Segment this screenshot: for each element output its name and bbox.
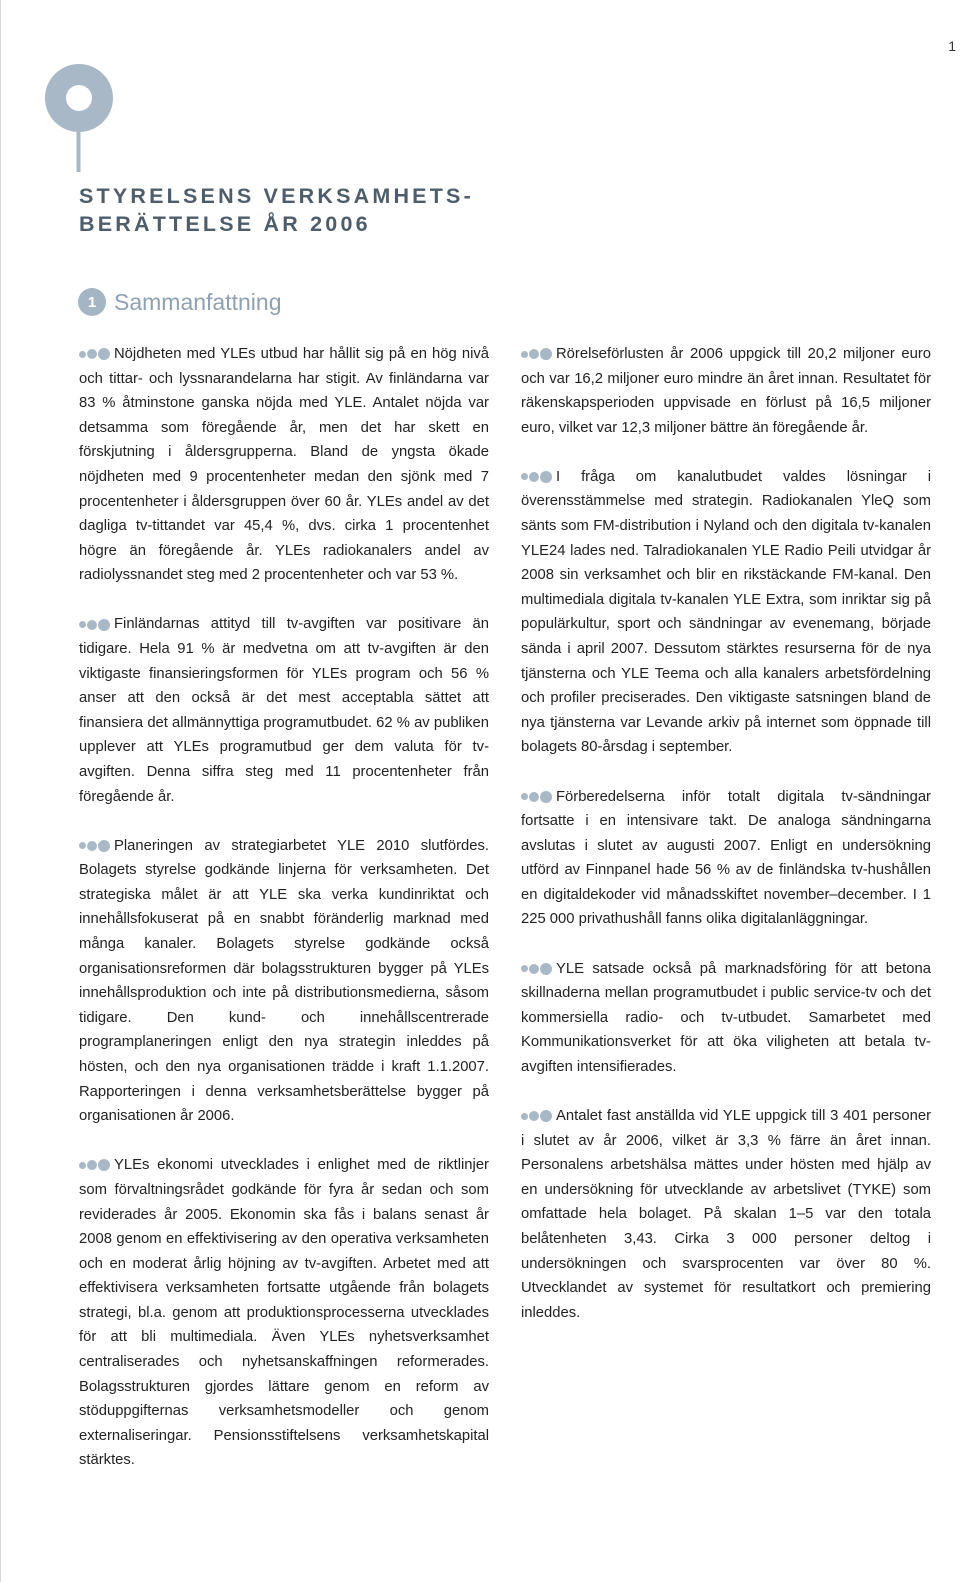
document-title [79,182,474,238]
paragraph-text: YLEs ekonomi utvecklades i enlighet med de riktlinjer som förvaltningsrådet godkände för fyra år sedan och som reviderades år 2005. Ekonomin ska fås i balans senast år 2008 genom en effektivisering av den operativa verksamheten och en moderat årlig höjning av tv-avgiften. Arbetet med att effektivisera verksamheten fortsatte utgående från bolagets strategi, bl.a. genom att produktionsprocesserna utvecklades för att bli multimediala. Även YLEs nyhetsverksamhet centraliserades och nyhetsanskaffningen reformerades. Bolagsstrukturen gjordes lättare genom en reform av stöduppgifternas verksamhetsmodeller och genom externaliseringar. Pensionsstiftelsens verksamhetskapital stärktes. [79,1157,489,1469]
paragraph-text: Finländarnas attityd till tv-avgiften var positivare än tidigare. Hela 91 % är medvetna om att tv-avgiften är den viktigaste finansieringsformen för YLEs program och 56 % anser att den också är det mest acceptabla sättet att finansiera det allmännyttiga programutbudet. 62 % av publiken upplever att YLEs programutbud ger dem valuta för tv-avgiften. Denna siffra steg med 11 procentenheter från föregående år. [79,616,489,805]
three-dots-icon [79,612,110,637]
page-edge-rule [0,0,1,1582]
paragraph-text: I fråga om kanalutbudet valdes lösningar i överensstämmelse med strategin. Radiokanalen YleQ som sänts som FM-distribution i Nyland och den digitala tv-kanalen YLE24 lades ned. Talradiokanalen YLE Radio Peili utvidgar år 2008 sin verksamhet och blir en rikstäckande FM-kanal. Den multimediala digitala tv-kanalen YLE Extra, som inriktar sig på populärkultur, sport och sändningar av evenemang, började sända i april 2007. Dessutom stärktes resurserna för de nya tjänsterna och YLE Teema och alla kanalers arbetsfördelning och profiler preciserades. Den viktigaste satsningen bland de nya tjänsterna var Levande arkiv på internet som öppnade till bolagets 80-årsdag i september. [521,468,931,756]
paragraph-text: Antalet fast anställda vid YLE uppgick till 3 401 personer i slutet av år 2006, vilket är 3,3 % färre än året innan. Personalens arbetshälsa mättes under hösten med hjälp av en undersökning för utvecklande av arbetslivet (TYKE) som omfattade hela bolaget. På skalan 1–5 var den totala belåtenheten 3,43. Cirka 3 000 personer deltog i undersökningen och svarsprocenten var över 80 %. Utvecklandet av systemet för resultatkort och premiering inleddes. [521,1108,931,1321]
paragraph [79,834,489,1129]
three-dots-icon [521,785,552,810]
paragraph [79,342,489,588]
section-number-badge: 1 [78,288,106,316]
three-dots-icon [521,957,552,982]
three-dots-icon [521,1104,552,1129]
three-dots-icon [521,465,552,490]
paragraph-text: Rörelseförlusten år 2006 uppgick till 20,2 miljoner euro och var 16,2 miljoner euro mindre än året innan. Resultatet för räkenskapsperioden uppvisade en förlust på 16,5 miljoner euro, vilket var 12,3 miljoner bättre än föregående år. [521,346,931,436]
paragraph [521,465,931,760]
title-line-1: STYRELSENS VERKSAMHETS- [79,184,474,208]
title-line-2: BERÄTTELSE ÅR 2006 [79,212,371,236]
paragraph-text: Nöjdheten med YLEs utbud har hållit sig på en hög nivå och tittar- och lyssnarandelarna har stigit. Av finländarna var 83 % åtminstone ganska nöjda med YLE. Antalet nöjda var detsamma som föregående år, men det har skett en förskjutning i åldersgrupperna. Bland de yngsta ökade nöjdheten med 9 procentenheter medan den sjönk med 7 procentenheter i åldersgruppen över 60 år. YLEs andel av det dagliga tv-tittandet var 45,4 %, dvs. cirka 1 procentenhet högre än föregående år. YLEs radiokanalers andel av radiolyssnandet steg med 2 procentenheter och var 53 %. [79,346,489,584]
page-number: 1 [948,38,956,54]
paragraph [521,1104,931,1325]
section-heading [78,286,281,318]
paragraph [79,1153,489,1473]
left-column [79,342,489,1498]
paragraph [521,342,931,440]
three-dots-icon [79,342,110,367]
paragraph [521,785,931,933]
paragraph [79,612,489,809]
paragraph-text: Förberedelserna inför totalt digitala tv-sändningar fortsatte i en intensivare takt. De analoga sändningarna avslutas i slutet av augusti 2007. Enligt en undersökning utförd av Finnpanel hade 56 % av de finländska tv-hushållen en digitaldekoder vid månadsskiftet november–december. I 1 225 000 privathushåll fanns olika digitalanläggningar. [521,788,931,928]
paragraph-text: YLE satsade också på marknadsföring för att betona skillnaderna mellan programutbudet i public service-tv och det kommersiella radio- och tv-utbudet. Samarbetet med Kommunikationsverket för att öka viligheten att betala tv-avgiften intensifierades. [521,960,931,1075]
paragraph [521,957,931,1080]
paragraph-text: Planeringen av strategiarbetet YLE 2010 slutfördes. Bolagets styrelse godkände linjerna för verksamheten. Det strategiska målet är att YLE ska verka kundinriktat och innehållsfokuserat på en snabbt föränderlig marknad med många kanaler. Bolagets styrelse godkände också organisationsreformen där bolagsstrukturen bygger på YLEs innehållsproduktion och inte på distributionsmedierna, såsom tidigare. Den kund- och innehållscentrerade programplaneringen enligt den nya strategin inleddes på hösten, och den nya organisationen trädde i kraft 1.1.2007. Rapporteringen i denna verksamhetsberättelse bygger på organisationen år 2006. [79,837,489,1125]
three-dots-icon [79,1153,110,1178]
three-dots-icon [79,834,110,859]
three-dots-icon [521,342,552,367]
right-column [521,342,931,1350]
pin-marker-icon [45,64,115,174]
section-title: Sammanfattning [114,288,282,315]
